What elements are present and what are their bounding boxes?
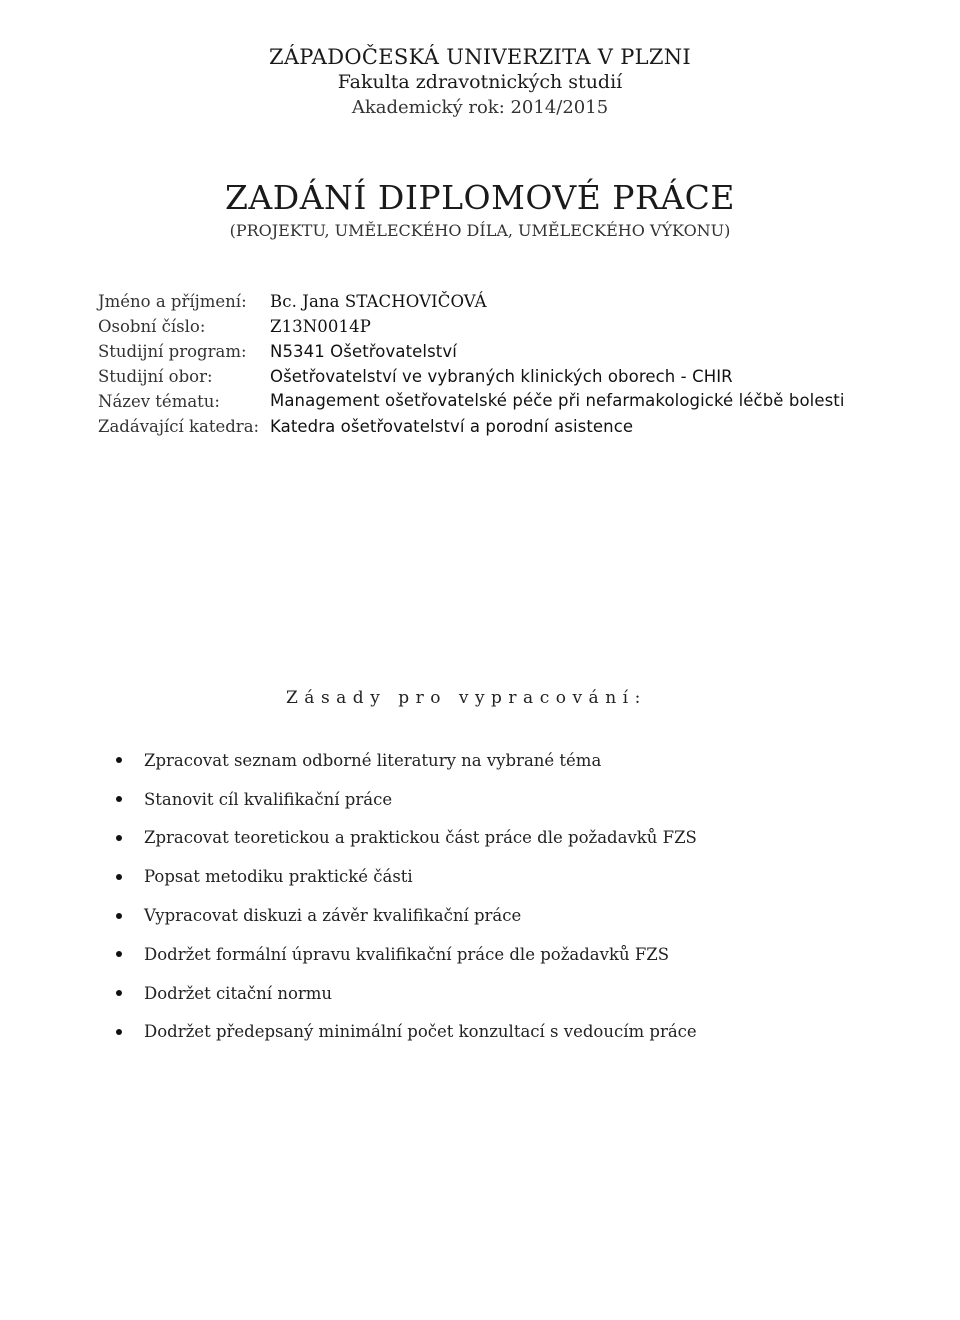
title-block [0, 178, 960, 242]
list-item-text: Dodržet citační normu [144, 983, 333, 1003]
principles-list [116, 741, 697, 1051]
field-value-id: Z13N0014P [270, 317, 371, 336]
field-value-program: N5341 Ošetřovatelství [270, 342, 457, 361]
list-item [116, 935, 697, 974]
academic-year: Akademický rok: 2014/2015 [351, 97, 609, 118]
field-value-name: Bc. Jana STACHOVIČOVÁ [270, 292, 487, 311]
field-row-name [98, 289, 878, 314]
principles-heading: Zásady pro vypracování: [286, 688, 647, 708]
bullet-icon [116, 913, 122, 919]
list-item-text: Vypracovat diskuzi a závěr kvalifikační práce [144, 906, 522, 926]
field-value-topic: Management ošetřovatelské péče při nefarmakologické léčbě bolesti [270, 391, 845, 410]
university-name: ZÁPADOČESKÁ UNIVERZITA V PLZNI [268, 45, 692, 69]
faculty-name: Fakulta zdravotnických studií [337, 71, 623, 93]
list-item [116, 1013, 697, 1052]
field-row-field [98, 364, 878, 389]
field-row-id [98, 314, 878, 339]
bullet-icon [116, 951, 122, 957]
bullet-icon [116, 757, 122, 763]
document-subtitle: (PROJEKTU, UMĚLECKÉHO DÍLA, UMĚLECKÉHO VÝKONU) [229, 221, 731, 240]
document-header [0, 44, 960, 120]
bullet-icon [116, 990, 122, 996]
field-label: Studijní obor: [98, 367, 213, 386]
bullet-icon [116, 796, 122, 802]
bullet-icon [116, 1029, 122, 1035]
student-info [98, 289, 878, 439]
list-item-text: Zpracovat teoretickou a praktickou část práce dle požadavků FZS [144, 828, 697, 848]
field-row-topic [98, 389, 878, 414]
field-label: Název tématu: [98, 392, 220, 411]
field-row-dept [98, 414, 878, 439]
list-item [116, 896, 697, 935]
list-item-text: Popsat metodiku praktické části [144, 867, 413, 887]
document-title: ZADÁNÍ DIPLOMOVÉ PRÁCE [224, 178, 735, 217]
field-row-program [98, 339, 878, 364]
list-item-text: Zpracovat seznam odborné literatury na vybrané téma [144, 750, 602, 770]
field-label: Zadávající katedra: [98, 417, 260, 436]
list-item-text: Dodržet formální úpravu kvalifikační práce dle požadavků FZS [144, 944, 670, 964]
list-item [116, 741, 697, 780]
list-item [116, 857, 697, 896]
field-label: Studijní program: [98, 342, 247, 361]
field-label: Osobní číslo: [98, 317, 206, 336]
list-item [116, 780, 697, 819]
field-label: Jméno a příjmení: [98, 292, 247, 311]
field-value-dept: Katedra ošetřovatelství a porodní asistence [270, 417, 634, 436]
list-item-text: Stanovit cíl kvalifikační práce [144, 789, 393, 809]
bullet-icon [116, 835, 122, 841]
list-item [116, 974, 697, 1013]
bullet-icon [116, 874, 122, 880]
field-value-field: Ošetřovatelství ve vybraných klinických oborech - CHIR [270, 367, 733, 386]
list-item [116, 819, 697, 858]
list-item-text: Dodržet předepsaný minimální počet konzultací s vedoucím práce [144, 1022, 697, 1042]
